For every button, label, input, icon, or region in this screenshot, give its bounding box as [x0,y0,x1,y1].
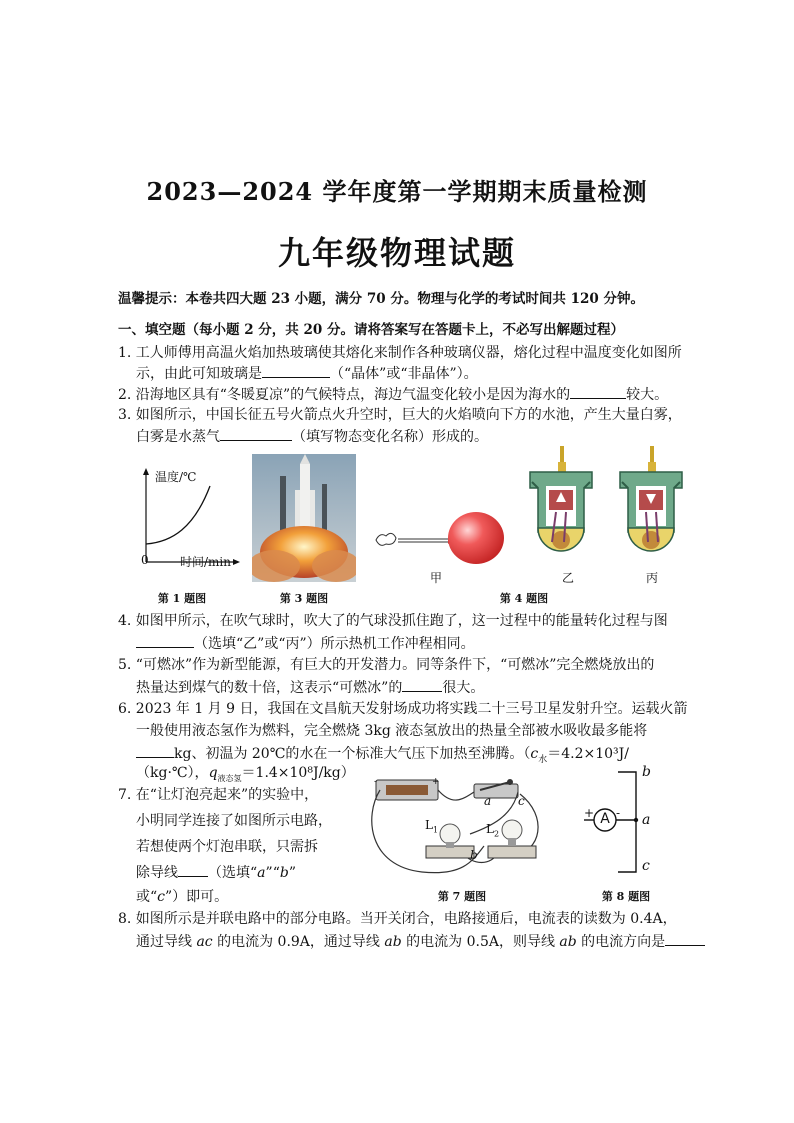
q2-line1: 2. 沿海地区具有“冬暖夏凉”的气候特点，海边气温变化较小是因为海水的 较大。 [118,383,668,406]
fig4-label-yi: 乙 [562,571,575,585]
fig7-label-c: c [518,794,525,808]
fig4-label-bing: 丙 [646,571,659,585]
fig8-minus: - [616,806,621,820]
q5-line2: 热量达到煤气的数十倍，这表示“可燃冰”的 很大。 [136,676,484,699]
fig4-engine-yi [522,446,600,568]
q3-line1: 3. 如图所示，中国长征五号火箭点火升空时，巨大的火焰喷向下方的水池，产生大量白雾， [118,407,682,423]
q5-answer-blank[interactable] [402,676,442,692]
section1-heading: 一、填空题（每小题 2 分，共 20 分。请将答案写在答题卡上，不必写出解题过程） [118,322,624,338]
fig8-meter-label: A [600,811,610,827]
fig7-caption: 第 7 题图 [437,890,487,903]
fig1-xlabel: 时间/min [180,555,231,569]
exam-subtitle: 九年级物理试题 [277,234,516,272]
q7-line1: 7. 在“让灯泡亮起来”的实验中， [118,787,319,803]
fig1-ylabel: 温度/℃ [155,470,197,484]
fig8-plus: + [584,806,595,820]
fig3-rocket-photo [252,454,356,582]
rocket-body [300,464,310,536]
fig4-engine-bing [612,446,690,568]
fig7-L1: $L_1$ [425,818,439,835]
fig4-caption: 第 4 题图 [499,592,549,605]
q7-line2: 小明同学连接了如图所示电路， [136,813,332,829]
q6-line1: 6. 2023 年 1 月 9 日，我国在文昌航天发射场成功将实践二十三号卫星发射升空。运载火箭 [118,701,688,717]
fig8-label-a: a [642,812,651,828]
svg-text:+: + [432,777,440,787]
svg-text:-: - [374,777,378,787]
exam-title: 2023—2024 学年度第一学期期末质量检测 [146,177,648,206]
q6-line3: kg、初温为 20℃的水在一个标准大气压下加热至沸腾。（$c_水=4.2\times 10^3J/$ [136,742,629,771]
q8-line2: 通过导线 ac 的电流为 0.9A，通过导线 ab 的电流为 0.5A，则导线 ab 的电流方向是 [136,930,705,953]
q3-line2: 白雾是水蒸气 （填写物态变化名称）形成的。 [136,425,488,448]
fig7-L2: $L_2$ [486,822,500,839]
q7-answer-blank[interactable] [178,861,208,877]
fig4-label-jia: 甲 [430,571,443,585]
fig7-label-b: b [470,848,478,862]
q2-answer-blank[interactable] [570,383,626,399]
q6-answer-blank[interactable] [136,742,174,758]
q8-line1: 8. 如图所示是并联电路中的部分电路。当开关闭合，电路接通后，电流表的读数为 0.4A， [118,911,677,927]
q1-line1: 1. 工人师傅用高温火焰加热玻璃使其熔化来制作各种玻璃仪器，熔化过程中温度变化如图所 [118,345,682,361]
q4-line2: （选填“乙”或“丙”）所示热机工作冲程相同。 [136,632,475,655]
q7-line3: 若想使两个灯泡串联，只需拆 [136,839,318,855]
q4-line1: 4. 如图甲所示，在吹气球时，吹大了的气球没抓住跑了，这一过程中的能量转化过程与图 [118,613,668,629]
fig1-curve [146,486,210,544]
fig8-label-b: b [642,764,651,780]
fig3-caption: 第 3 题图 [279,592,329,605]
q8-answer-blank[interactable] [665,930,705,946]
q7-line4: 除导线 （选填“a”“b” [136,860,296,886]
q7-line5: 或“c”）即可。 [136,889,229,905]
fig4-balloon [372,506,510,566]
fig1-caption: 第 1 题图 [157,592,207,605]
fig8-caption: 第 8 题图 [601,890,651,903]
fig7-label-a: a [484,794,492,808]
fig7-circuit [362,776,552,880]
fig8-label-c: c [642,858,650,874]
q1-answer-blank[interactable] [262,362,330,378]
q5-line1: 5. “可燃冰”作为新型能源，有巨大的开发潜力。同等条件下，“可燃冰”完全燃烧放出的 [118,657,655,673]
q4-answer-blank[interactable] [136,632,194,648]
q6-line2: 一般使用液态氢作为燃料，完全燃烧 3kg 液态氢放出的热量全部被水吸收最多能将 [136,723,648,739]
notice: 温馨提示：本卷共四大题 23 小题，满分 70 分。物理与化学的考试时间共 120 分钟。 [118,291,644,307]
q1-line2: 示，由此可知玻璃是 （“晶体”或“非晶体”）。 [136,362,478,385]
q3-answer-blank[interactable] [220,425,292,441]
q6-line4: （kg·℃），$q_{液态氢}=1.4\times 10^8J/kg$） [136,765,355,783]
fig1-origin: 0 [141,553,149,567]
